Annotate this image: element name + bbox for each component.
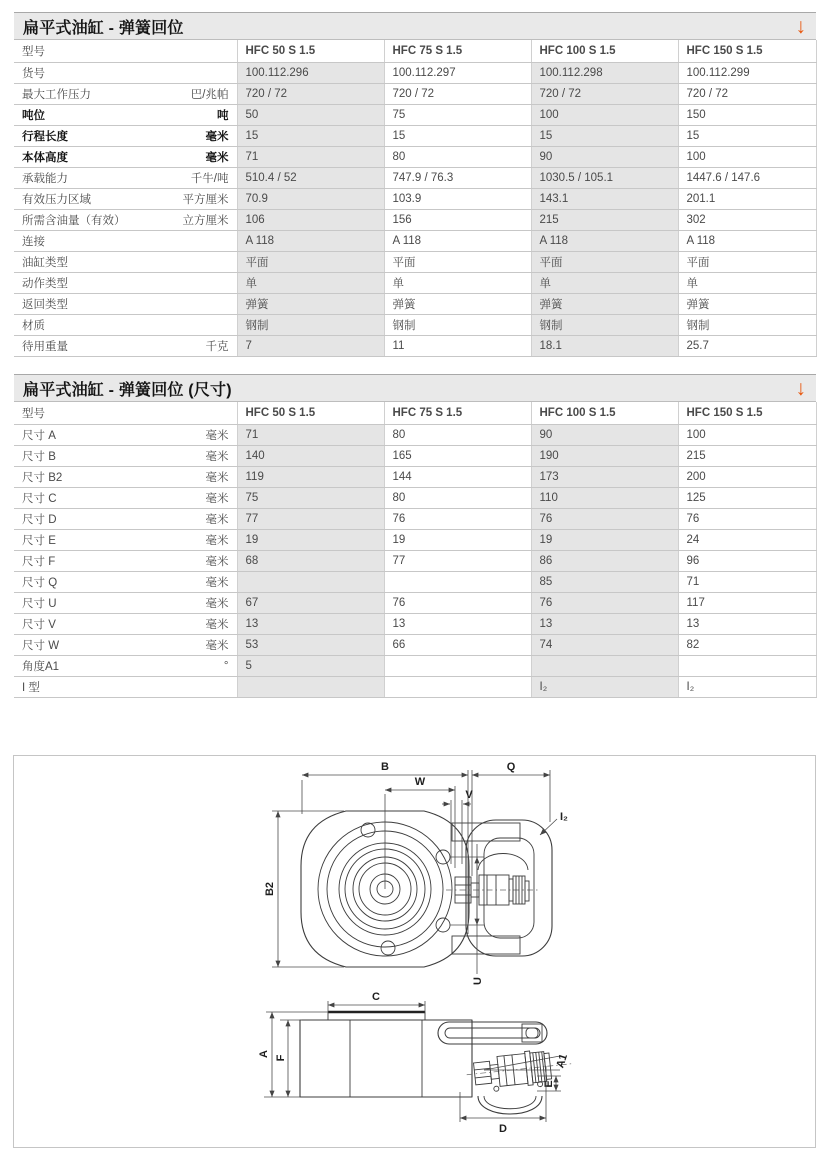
value-cell: 76 — [678, 508, 816, 529]
row-label-cell — [14, 251, 237, 272]
value-cell: 71 — [237, 146, 384, 167]
value-cell: 190 — [531, 445, 678, 466]
table-row — [14, 104, 816, 125]
row-label: 所需含油量（有效） — [22, 214, 126, 227]
table-row — [14, 613, 816, 634]
column-header-model: 型号 — [14, 40, 237, 62]
value-cell: 18.1 — [531, 335, 678, 356]
table-row — [14, 529, 816, 550]
row-label: 本体高度 — [22, 151, 68, 164]
table-row — [14, 466, 816, 487]
row-unit: 毫米 — [205, 151, 229, 164]
model-header-cell: HFC 50 S 1.5 — [237, 40, 384, 62]
row-unit: 吨 — [217, 109, 229, 122]
value-cell: 103.9 — [384, 188, 531, 209]
value-cell — [237, 676, 384, 697]
row-label-cell — [14, 592, 237, 613]
row-unit: 毫米 — [205, 130, 229, 143]
row-label-cell — [14, 62, 237, 83]
row-label-cell — [14, 550, 237, 571]
row-unit: 毫米 — [205, 513, 229, 526]
value-cell: 76 — [531, 508, 678, 529]
spec-section-header — [14, 12, 816, 40]
row-unit: 平方厘米 — [182, 193, 229, 206]
value-cell: 1030.5 / 105.1 — [531, 167, 678, 188]
row-label-cell — [14, 272, 237, 293]
row-label-cell — [14, 146, 237, 167]
row-unit: 毫米 — [205, 576, 229, 589]
row-label-cell — [14, 188, 237, 209]
value-cell: 15 — [678, 125, 816, 146]
row-label-cell — [14, 125, 237, 146]
row-label-cell — [14, 167, 237, 188]
technical-drawing — [14, 756, 815, 1147]
value-cell: 82 — [678, 634, 816, 655]
value-cell: A 118 — [384, 230, 531, 251]
value-cell: A 118 — [678, 230, 816, 251]
dimension-table — [14, 402, 817, 698]
row-unit: 毫米 — [205, 597, 229, 610]
value-cell: 1447.6 / 147.6 — [678, 167, 816, 188]
row-label: 尺寸 Q — [22, 576, 58, 589]
table-row — [14, 571, 816, 592]
row-label-cell — [14, 335, 237, 356]
value-cell — [678, 655, 816, 676]
row-unit: 毫米 — [205, 429, 229, 442]
table-row — [14, 550, 816, 571]
table-row — [14, 209, 816, 230]
row-label: 材质 — [22, 319, 45, 332]
table-row — [14, 83, 816, 104]
value-cell: 53 — [237, 634, 384, 655]
value-cell: 117 — [678, 592, 816, 613]
value-cell: A 118 — [237, 230, 384, 251]
header-row — [14, 402, 816, 424]
value-cell: 90 — [531, 424, 678, 445]
value-cell: I₂ — [678, 676, 816, 697]
value-cell: 76 — [384, 592, 531, 613]
value-cell: 200 — [678, 466, 816, 487]
spec-section — [14, 12, 816, 357]
value-cell: 74 — [531, 634, 678, 655]
model-header-cell: HFC 75 S 1.5 — [384, 402, 531, 424]
value-cell: 钢制 — [384, 314, 531, 335]
row-unit: 毫米 — [205, 450, 229, 463]
row-label: 尺寸 D — [22, 513, 57, 526]
row-label: 尺寸 E — [22, 534, 56, 547]
value-cell: 19 — [237, 529, 384, 550]
value-cell: 100.112.297 — [384, 62, 531, 83]
value-cell: 100.112.296 — [237, 62, 384, 83]
value-cell: 125 — [678, 487, 816, 508]
table-row — [14, 508, 816, 529]
value-cell: 13 — [678, 613, 816, 634]
row-label-cell — [14, 487, 237, 508]
value-cell: 110 — [531, 487, 678, 508]
value-cell: 100 — [531, 104, 678, 125]
value-cell: 720 / 72 — [531, 83, 678, 104]
value-cell: 215 — [678, 445, 816, 466]
row-label: 行程长度 — [22, 130, 68, 143]
dim-label-b2: B2 — [264, 881, 276, 897]
value-cell: 720 / 72 — [678, 83, 816, 104]
value-cell: 平面 — [678, 251, 816, 272]
value-cell: 75 — [384, 104, 531, 125]
value-cell: 90 — [531, 146, 678, 167]
row-unit: 毫米 — [205, 618, 229, 631]
table-row — [14, 676, 816, 697]
value-cell: 100.112.298 — [531, 62, 678, 83]
spec-table — [14, 40, 817, 357]
row-unit: 立方厘米 — [182, 214, 229, 227]
row-label-cell — [14, 314, 237, 335]
value-cell: 66 — [384, 634, 531, 655]
value-cell: 76 — [384, 508, 531, 529]
row-label-cell — [14, 104, 237, 125]
value-cell: 19 — [531, 529, 678, 550]
row-label: 尺寸 V — [22, 618, 56, 631]
value-cell: 119 — [237, 466, 384, 487]
dim-label-d: D — [499, 1123, 507, 1135]
value-cell: 13 — [237, 613, 384, 634]
row-label: 最大工作压力 — [22, 88, 91, 101]
value-cell: 15 — [237, 125, 384, 146]
row-unit: 千克 — [205, 340, 229, 353]
model-header-cell: HFC 50 S 1.5 — [237, 402, 384, 424]
top-view — [264, 761, 568, 985]
value-cell: 100 — [678, 424, 816, 445]
row-label-cell — [14, 445, 237, 466]
table-row — [14, 167, 816, 188]
value-cell — [531, 655, 678, 676]
row-label: 尺寸 W — [22, 639, 60, 652]
value-cell: 747.9 / 76.3 — [384, 167, 531, 188]
table-row — [14, 62, 816, 83]
table-row — [14, 445, 816, 466]
section-title: 扁平式油缸 - 弹簧回位 (尺寸) — [23, 381, 232, 399]
value-cell: 67 — [237, 592, 384, 613]
row-label: 尺寸 B2 — [22, 471, 63, 484]
side-view — [258, 991, 576, 1135]
dim-label-u: U — [472, 977, 484, 985]
value-cell: 11 — [384, 335, 531, 356]
row-label: 货号 — [22, 67, 45, 80]
value-cell: I₂ — [531, 676, 678, 697]
row-label: 连接 — [22, 235, 45, 248]
row-label: 尺寸 C — [22, 492, 57, 505]
value-cell — [384, 655, 531, 676]
dim-label-v: V — [465, 789, 473, 801]
value-cell: 单 — [678, 272, 816, 293]
table-row — [14, 230, 816, 251]
dim-label-c: C — [372, 991, 380, 1003]
dimension-section-header — [14, 374, 816, 402]
value-cell: 201.1 — [678, 188, 816, 209]
value-cell: 钢制 — [531, 314, 678, 335]
row-label: 承载能力 — [22, 172, 68, 185]
value-cell: 77 — [384, 550, 531, 571]
value-cell: 144 — [384, 466, 531, 487]
value-cell: 77 — [237, 508, 384, 529]
row-label-cell — [14, 655, 237, 676]
row-label-cell — [14, 571, 237, 592]
value-cell: 70.9 — [237, 188, 384, 209]
dim-label-i2: I₂ — [560, 811, 568, 823]
value-cell: 平面 — [531, 251, 678, 272]
value-cell: 100 — [678, 146, 816, 167]
row-unit: 毫米 — [205, 492, 229, 505]
model-header-cell: HFC 100 S 1.5 — [531, 402, 678, 424]
row-unit: 毫米 — [205, 471, 229, 484]
dim-label-a: A — [258, 1050, 270, 1058]
jump-down-arrow-icon[interactable]: ↓ — [795, 14, 806, 38]
model-header-cell: HFC 150 S 1.5 — [678, 402, 816, 424]
value-cell: 15 — [384, 125, 531, 146]
header-row — [14, 40, 816, 62]
row-unit: 毫米 — [205, 555, 229, 568]
value-cell: 5 — [237, 655, 384, 676]
dim-label-f: F — [275, 1054, 287, 1062]
value-cell: 71 — [237, 424, 384, 445]
row-label-cell — [14, 424, 237, 445]
row-label: 尺寸 A — [22, 429, 56, 442]
value-cell: 85 — [531, 571, 678, 592]
value-cell: 96 — [678, 550, 816, 571]
section-title: 扁平式油缸 - 弹簧回位 — [23, 19, 184, 37]
value-cell: 13 — [531, 613, 678, 634]
value-cell: 106 — [237, 209, 384, 230]
column-header-model: 型号 — [14, 402, 237, 424]
dim-label-q: Q — [506, 761, 516, 773]
value-cell: 75 — [237, 487, 384, 508]
dim-label-e: E — [543, 1080, 555, 1088]
table-row — [14, 188, 816, 209]
value-cell: 7 — [237, 335, 384, 356]
table-row — [14, 487, 816, 508]
value-cell: 302 — [678, 209, 816, 230]
table-row — [14, 251, 816, 272]
value-cell: 80 — [384, 424, 531, 445]
value-cell: 24 — [678, 529, 816, 550]
dim-label-w: W — [414, 776, 426, 788]
value-cell: 720 / 72 — [384, 83, 531, 104]
value-cell: 平面 — [384, 251, 531, 272]
value-cell: 13 — [384, 613, 531, 634]
row-label-cell — [14, 529, 237, 550]
table-row — [14, 335, 816, 356]
row-label-cell — [14, 613, 237, 634]
row-label: 尺寸 B — [22, 450, 56, 463]
value-cell: 平面 — [237, 251, 384, 272]
value-cell: 弹簧 — [531, 293, 678, 314]
jump-down-arrow-icon[interactable]: ↓ — [795, 376, 806, 400]
row-unit: 千牛/吨 — [190, 172, 229, 185]
row-label: I 型 — [22, 681, 40, 694]
value-cell: A 118 — [531, 230, 678, 251]
model-header-cell: HFC 100 S 1.5 — [531, 40, 678, 62]
row-label: 有效压力区域 — [22, 193, 91, 206]
value-cell: 25.7 — [678, 335, 816, 356]
value-cell: 173 — [531, 466, 678, 487]
value-cell — [237, 571, 384, 592]
dim-label-b: B — [381, 761, 389, 773]
value-cell: 510.4 / 52 — [237, 167, 384, 188]
table-row — [14, 592, 816, 613]
value-cell: 80 — [384, 146, 531, 167]
table-row — [14, 293, 816, 314]
row-label-cell — [14, 293, 237, 314]
technical-drawing-panel — [13, 755, 816, 1148]
row-label: 油缸类型 — [22, 256, 68, 269]
row-unit: 巴/兆帕 — [190, 88, 229, 101]
row-unit: ° — [223, 659, 229, 672]
row-label: 返回类型 — [22, 298, 68, 311]
dimension-section — [14, 374, 816, 698]
value-cell: 单 — [384, 272, 531, 293]
row-label: 尺寸 F — [22, 555, 56, 568]
value-cell: 215 — [531, 209, 678, 230]
row-label-cell — [14, 466, 237, 487]
row-label: 待用重量 — [22, 340, 68, 353]
value-cell: 71 — [678, 571, 816, 592]
table-row — [14, 125, 816, 146]
table-row — [14, 634, 816, 655]
value-cell: 单 — [237, 272, 384, 293]
value-cell: 弹簧 — [237, 293, 384, 314]
value-cell: 单 — [531, 272, 678, 293]
value-cell: 76 — [531, 592, 678, 613]
row-label-cell — [14, 508, 237, 529]
row-label-cell — [14, 634, 237, 655]
value-cell: 140 — [237, 445, 384, 466]
row-unit: 毫米 — [205, 534, 229, 547]
row-label-cell — [14, 230, 237, 251]
row-label: 动作类型 — [22, 277, 68, 290]
value-cell: 弹簧 — [678, 293, 816, 314]
row-label-cell — [14, 209, 237, 230]
table-row — [14, 655, 816, 676]
value-cell — [384, 676, 531, 697]
model-header-cell: HFC 75 S 1.5 — [384, 40, 531, 62]
row-label-cell — [14, 676, 237, 697]
value-cell: 165 — [384, 445, 531, 466]
value-cell: 19 — [384, 529, 531, 550]
value-cell: 80 — [384, 487, 531, 508]
value-cell: 156 — [384, 209, 531, 230]
row-label-cell — [14, 83, 237, 104]
value-cell: 15 — [531, 125, 678, 146]
row-label: 角度A1 — [22, 660, 60, 673]
value-cell: 86 — [531, 550, 678, 571]
value-cell: 弹簧 — [384, 293, 531, 314]
table-row — [14, 272, 816, 293]
value-cell: 720 / 72 — [237, 83, 384, 104]
table-row — [14, 146, 816, 167]
value-cell: 50 — [237, 104, 384, 125]
row-unit: 毫米 — [205, 639, 229, 652]
value-cell: 143.1 — [531, 188, 678, 209]
dim-label-a1: A1 — [554, 1052, 571, 1070]
table-row — [14, 424, 816, 445]
value-cell: 钢制 — [678, 314, 816, 335]
row-label: 尺寸 U — [22, 597, 57, 610]
value-cell — [384, 571, 531, 592]
table-row — [14, 314, 816, 335]
row-label: 吨位 — [22, 109, 45, 122]
value-cell: 68 — [237, 550, 384, 571]
value-cell: 钢制 — [237, 314, 384, 335]
model-header-cell: HFC 150 S 1.5 — [678, 40, 816, 62]
value-cell: 100.112.299 — [678, 62, 816, 83]
value-cell: 150 — [678, 104, 816, 125]
